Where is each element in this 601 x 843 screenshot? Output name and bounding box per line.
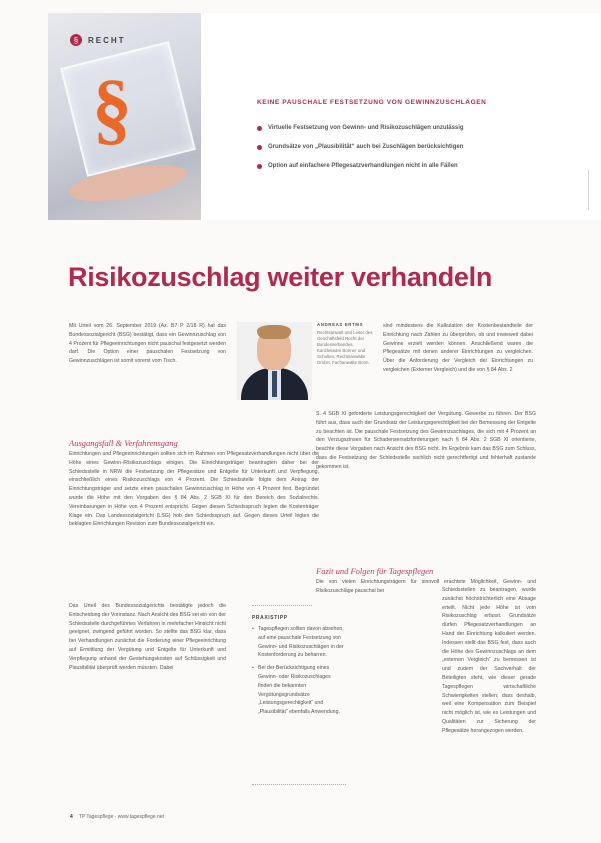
praxis-title: PRAXISTIPP [252, 615, 288, 621]
paragraph-icon: § [70, 34, 82, 46]
paragraph-sign-icon: § [92, 65, 132, 153]
praxis-list [252, 625, 346, 717]
author-bio: Rechtsanwalt und Leiter des Geschäftsfeld Recht der Bundesverbandes, Kanzleiteam Bonner und Schulten, Rechtsanwälte GmbH, Fachanwälte Bonn. [317, 330, 373, 365]
page-number: 4 [70, 814, 73, 820]
bullet-icon [257, 126, 262, 131]
divider [252, 605, 312, 607]
body-paragraph: Die von vielen Einrichtungsträgern für sinnvoll erachtete Möglichkeit, Gewinn- und Risikozuschläge pauschal bei [316, 579, 536, 594]
subheading: Fazit und Folgen für Tagespflegen [316, 566, 434, 576]
praxis-item: • Tagespflegen sollten davon absehen, auf eine pauschale Festsetzung von Gewinn- und Risikozuschlägen in der Kostenforderung zu beharren. [252, 625, 346, 660]
article-headline: Risikozuschlag weiter verhandeln [68, 262, 493, 292]
body-paragraph: sind mindestens die Kalkulation der Kostenbestandteile der Einrichtung nach Zahlen zu überprüfen, ob und inwieweit dabei Gewinne erzielt werden können. Anschließend waren die Pflegesätze mit denen anderer Einrichtungen zu vergleichen. Über die Anforderung der Vergleich der Einrichtungen zu vergleichen (Externer Vergleich) und die von § 84 Abs. 2 [383, 323, 533, 373]
summary-item: Option auf einfachere Pflegesatzverhandlungen nicht in alle Fällen [257, 163, 464, 169]
bullet-icon [257, 145, 262, 150]
intro-paragraph: Mit Urteil vom 26. September 2019 (Az. B7 P 2/18 R) hat das Bundessozialgericht (BSG) bestätigt, dass ein Gewinnzuschlag von 4 Prozent für Pflegeeinrichtungen nicht pauschal festgesetzt werden darf. Die Option einer pauschalen Festsetzung von Gewinnzuschlägen ist somit vorerst vom Tisch. [69, 323, 226, 365]
author-caption [317, 322, 377, 366]
praxis-box [252, 615, 346, 721]
body-paragraph: Einrichtungen und Pflegeeinrichtungen sollten sich im Rahmen von Pflegesatzverhandlungen nicht über die Höhe eines Gewinn-/Risikozuschlags einigen. Die Einrichtungsträger beantragten daher bei der Schiedsstelle in NRW die Festsetzung der Pflegesätze und Entgelte für Unterkunft und Verpflegung, einschließlich eines Risikozuschlags von 4 Prozent. Die Schiedsstelle folgte dem Antrag der Einrichtungsträger und setzte einen pauschalen Gewinnzuschlag in Höhe von 4 Prozent fest. Begründet wurde die Höhe mit den Vorgaben des § 84 Abs. 2 SGB XI für den Bereich des Sozialrechts. Vereinbarungen in Höhe von 4 Prozent entspricht. Gegen diesen Schiedsspruch legten die Kostenträger Klage ein. Das Landessozialgericht (LSG) hob den Schiedsspruch auf. Gegen dieses Urteil legten die beklagten Einrichtungen Revision zum Bundessozialgericht ein. [69, 451, 319, 528]
section-label: RECHT [88, 35, 126, 45]
margin-mark [588, 170, 593, 210]
body-paragraph: Schiedsstellen zu beantragen, wurde zunächst höchstrichterlich eine Absage erteilt. Nicht jede Höhe ist vom Risikozuschlag erfasst. Grundsätze dürfen Pflegesatzverhandlungen an Hand der Einrichtung kalkuliert werden. Indessen stellt das BSG fest, dass auch die Höhe des Gewinnzuschlags an dem „externen Vergleich“ zu bemessen ist und zudem der Sachverhalt der Beteiligten steht, wie dieser gerade Tagespflegen wirtschaftliche Schwierigkeiten stellen; dass deshalb, weil eine Kompensation zum Beispiel nicht möglich ist, wie es Leistungen und Qualitäten zur Sicherung der Pflegesätze herangezogen werden. [442, 587, 536, 734]
section-tag [70, 34, 126, 46]
page-footer [70, 814, 164, 820]
body-section [69, 438, 319, 529]
divider [252, 784, 346, 785]
summary-title: KEINE PAUSCHALE FESTSETZUNG VON GEWINNZUSCHLÄGEN [257, 99, 487, 106]
author-name: ANDREAS ERTMS [317, 322, 364, 327]
summary-item: Virtuelle Festsetzung von Gewinn- und Risikozuschlägen unzulässig [257, 125, 464, 131]
praxis-item: • Bei der Berücksichtigung eines Gewinn- oder Risikozuschlages finden die bekannten Vergütungsgrundsätze „Leistungsgerechtigkeit“ und „Plausibilität“ ebenfalls Anwendung. [252, 664, 346, 717]
author-photo [237, 322, 312, 400]
summary-item: Grundsätze von „Plausibilität“ auch bei Zuschlägen berücksichtigen [257, 144, 464, 150]
body-paragraph: S. 4 SGB XI geforderte Leistungsgerechtigkeit der Vergütung. Gewerbe zu führen. Der BSG führt aus, dass auch der Grundsatz der Leistungsgerechtigkeit bei der Bemessung der Entgelte zu beachten ist. Die pauschale Festsetzung des Gewinnzuschlages, die sich mit 4 Prozent an den Verzugszinsen für Schadensersatzforderungen nach § 84 Abs. 2 SGB XI orientierte, beachte diese Vorgaben nach Ansicht des BSG nicht. Im Ergebnis kam das BSG zum Schluss, dass die Festsetzung der Schiedsstelle sachlich nicht gerechtfertigt und fehlerhaft zustande gekommen ist. [316, 411, 536, 470]
bullet-icon [257, 164, 262, 169]
summary-list [257, 125, 464, 182]
body-paragraph: Das Urteil des Bundessozialgerichts bestätigte jedoch die Entscheidung der Vorinstanz. Nach Ansicht des BSG sei ein von der Schiedsstelle durchgeführtes Verfahren in mehrfacher Hinsicht nicht geeignet, zwingend geführt worden. So stellte das BSG klar, dass bei Verhandlungen zunächst die Forderung einer Pflegeeinrichtung auf Ermittlung der Vergütung und Entgelte für Unterkunft und Verpflegung anhand der Gestehungskosten auf Schlüssigkeit und Plausibilität überprüft werden müssten. Dabei [69, 603, 226, 671]
summary-box [201, 13, 601, 220]
subheading: Ausgangsfall & Verfahrensgang [69, 438, 178, 448]
footer-label: TP Tagespflege · www.tagespflege.net [78, 814, 164, 820]
